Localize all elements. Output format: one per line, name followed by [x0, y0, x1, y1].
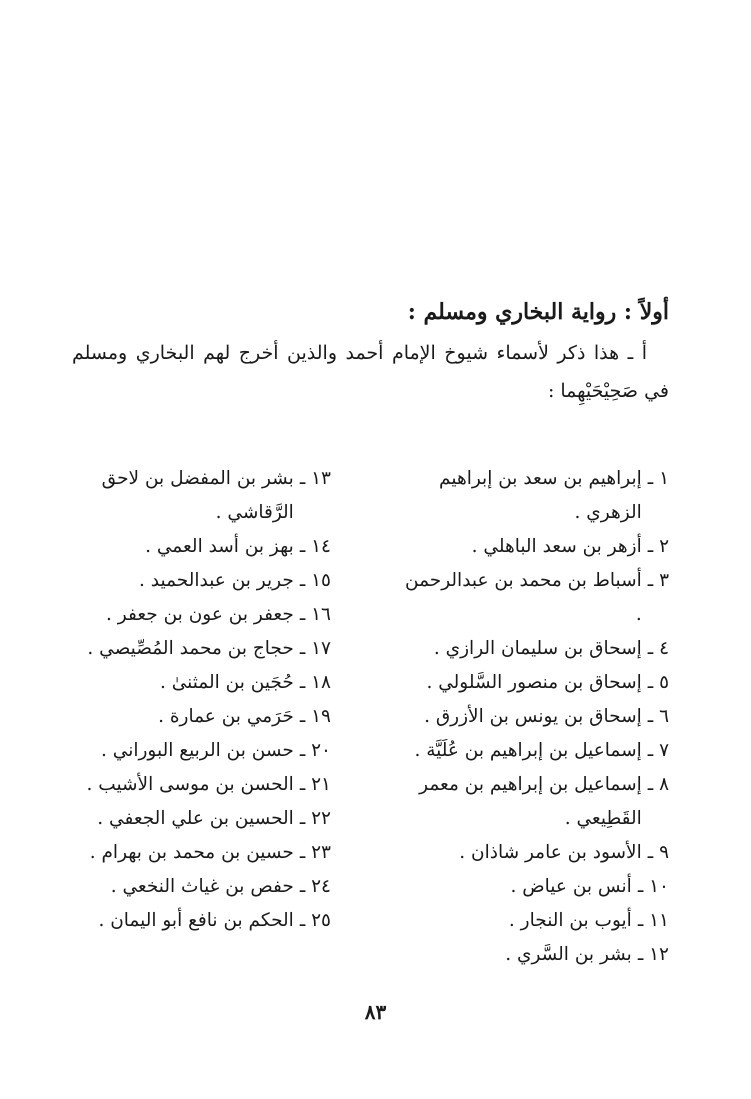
list-item — [397, 836, 669, 870]
item-text: الحسن بن موسى الأشيب . — [86, 774, 294, 795]
item-text: إبراهيم بن سعد بن إبراهيم الزهري . — [439, 468, 642, 523]
item-text: إسماعيل بن إبراهيم بن معمر القَطِيعي . — [419, 774, 642, 829]
item-number: ٣ ـ — [647, 570, 669, 591]
item-number: ٧ ـ — [647, 740, 669, 761]
list-item — [397, 666, 669, 700]
list-item — [69, 530, 331, 564]
item-number: ١٤ ـ — [299, 536, 331, 557]
item-text: إسماعيل بن إبراهيم بن عُلَيَّة . — [414, 740, 642, 761]
item-number: ١٢ ـ — [637, 944, 669, 965]
item-text: حُجَين بن المثنىٰ . — [159, 672, 294, 693]
item-text: الحكم بن نافع أبو اليمان . — [98, 910, 294, 931]
item-number: ١٠ ـ — [637, 876, 669, 897]
list-item — [69, 870, 331, 904]
list-item — [397, 632, 669, 666]
item-number: ٤ ـ — [647, 638, 669, 659]
list-item — [69, 700, 331, 734]
list-item — [397, 462, 669, 530]
list-item — [69, 734, 331, 768]
intro-text: هذا ذكر لأسماء شيوخ الإمام أحمد والذين أخرج لهم البخاري ومسلم في صَحِيْحَيْهِما : — [72, 342, 669, 402]
list-item — [397, 904, 669, 938]
list-item — [69, 666, 331, 700]
list-item — [397, 700, 669, 734]
list-item — [397, 530, 669, 564]
item-number: ١٥ ـ — [299, 570, 331, 591]
item-number: ١٨ ـ — [299, 672, 331, 693]
item-text: الحسين بن علي الجعفي . — [97, 808, 294, 829]
list-item — [69, 564, 331, 598]
item-text: بشر بن المفضل بن لاحق الرَّقاشي . — [101, 468, 294, 523]
names-list-left — [69, 462, 331, 938]
section-heading: أولاً : رواية البخاري ومسلم : — [407, 299, 669, 325]
item-number: ٢٣ ـ — [299, 842, 331, 863]
item-number: ١٩ ـ — [299, 706, 331, 727]
item-number: ١٦ ـ — [299, 604, 331, 625]
list-item — [397, 870, 669, 904]
item-text: حفص بن غياث النخعي . — [110, 876, 294, 897]
item-text: الأسود بن عامر شاذان . — [459, 842, 642, 863]
item-number: ٢١ ـ — [299, 774, 331, 795]
item-text: جعفر بن عون بن جعفر . — [106, 604, 294, 625]
intro-paragraph — [72, 334, 669, 410]
item-text: إسحاق بن سليمان الرازي . — [433, 638, 642, 659]
item-number: ٢٤ ـ — [299, 876, 331, 897]
item-text: حجاج بن محمد المُصِّيصي . — [87, 638, 294, 659]
item-number: ١٧ ـ — [299, 638, 331, 659]
page-number: ٨٣ — [364, 1000, 387, 1024]
item-number: ١ ـ — [647, 468, 669, 489]
list-item — [397, 938, 669, 972]
item-number: ٦ ـ — [647, 706, 669, 727]
list-item — [397, 768, 669, 836]
list-item — [69, 768, 331, 802]
item-number: ٢٠ ـ — [299, 740, 331, 761]
names-list-right — [397, 462, 669, 972]
item-text: أزهر بن سعد الباهلي . — [471, 536, 642, 557]
item-number: ١١ ـ — [637, 910, 669, 931]
item-text: حسن بن الربيع البوراني . — [101, 740, 294, 761]
list-item — [69, 802, 331, 836]
item-number: ٩ ـ — [647, 842, 669, 863]
item-number: ٨ ـ — [647, 774, 669, 795]
item-text: بشر بن السَّري . — [505, 944, 632, 965]
item-number: ٥ ـ — [647, 672, 669, 693]
item-text: إسحاق بن منصور السَّلولي . — [426, 672, 642, 693]
item-text: إسحاق بن يونس بن الأزرق . — [424, 706, 642, 727]
list-item — [397, 564, 669, 632]
list-item — [69, 632, 331, 666]
list-item — [69, 598, 331, 632]
item-text: أنس بن عياض . — [510, 876, 632, 897]
item-text: أيوب بن النجار . — [508, 910, 632, 931]
list-item — [69, 836, 331, 870]
item-text: حسين بن محمد بن بهرام . — [89, 842, 294, 863]
item-text: حَرَمي بن عمارة . — [158, 706, 294, 727]
list-item — [69, 462, 331, 530]
item-text: أسباط بن محمد بن عبدالرحمن . — [405, 570, 642, 625]
item-number: ١٣ ـ — [299, 468, 331, 489]
item-number: ٢٢ ـ — [299, 808, 331, 829]
list-item — [397, 734, 669, 768]
intro-marker: أ ـ — [627, 342, 647, 364]
item-number: ٢٥ ـ — [299, 910, 331, 931]
item-number: ٢ ـ — [647, 536, 669, 557]
item-text: جرير بن عبدالحميد . — [139, 570, 294, 591]
item-text: بهز بن أسد العمي . — [145, 536, 294, 557]
list-item — [69, 904, 331, 938]
